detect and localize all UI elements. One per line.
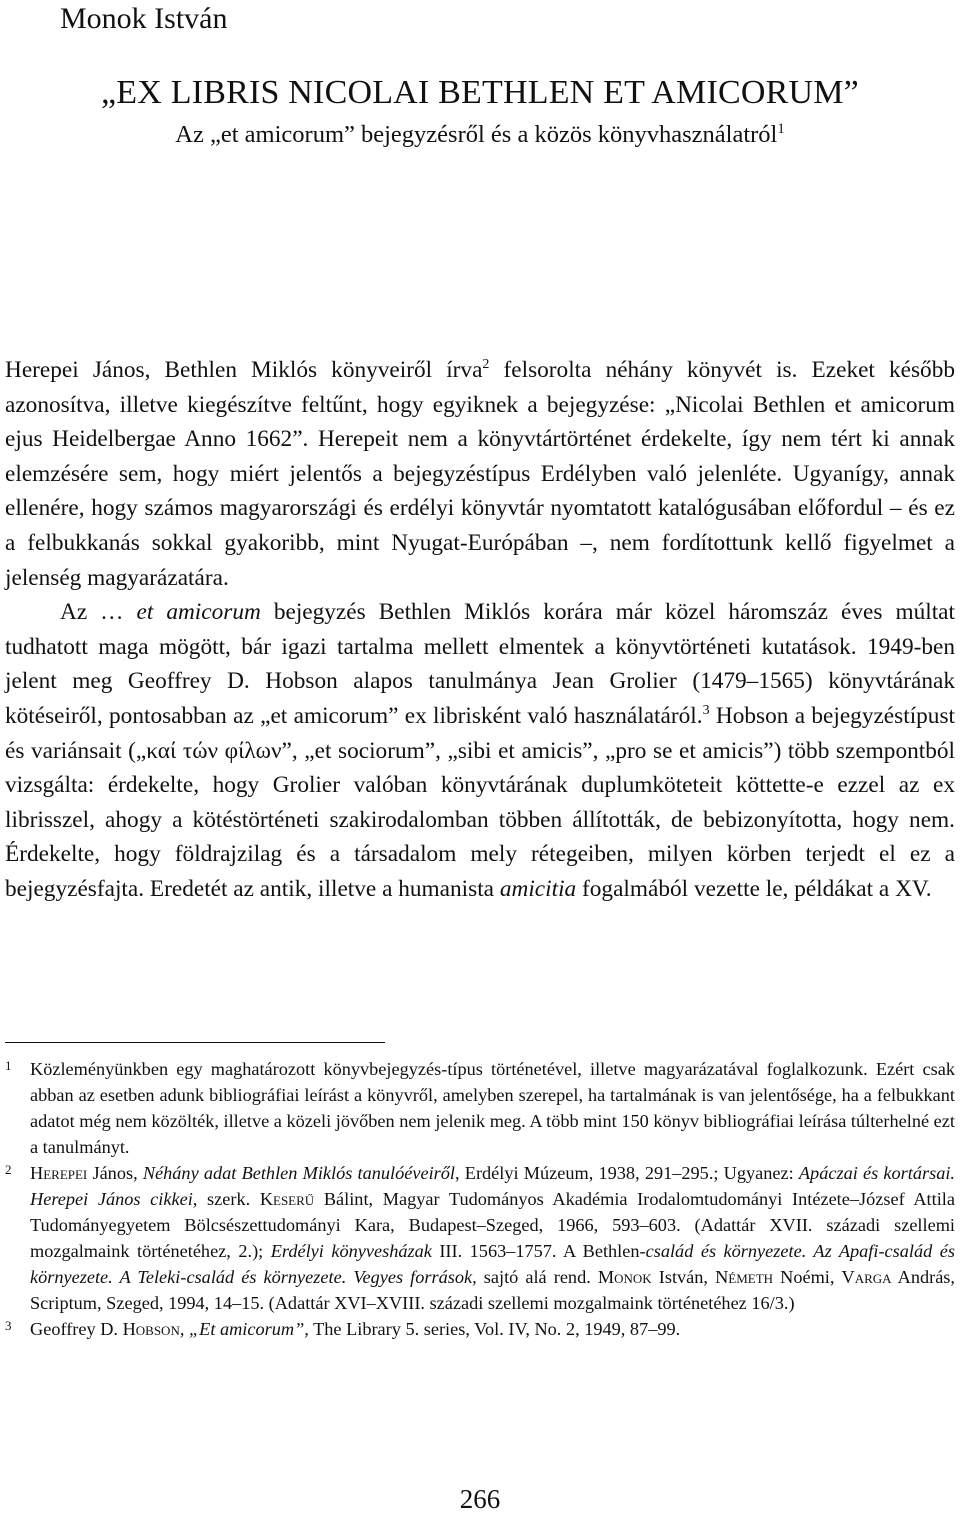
- footnote-separator: [5, 1042, 385, 1043]
- fn2-text-14: István,: [651, 1267, 716, 1287]
- footnote-1-number: 1: [5, 1058, 12, 1073]
- footnote-2-number: 2: [5, 1162, 12, 1177]
- footnote-ref-3: 3: [702, 703, 710, 719]
- paragraph-1-text-a: Herepei János, Bethlen Miklós könyveiről írva: [5, 357, 483, 383]
- fn3-text-1: Geoffrey D.: [30, 1319, 123, 1339]
- footnote-ref-2: 2: [482, 357, 490, 373]
- paragraph-1-text-b: felsorolta néhány könyvét is. Ezeket később azonosítva, illetve kiegészítve feltűnt, hogy egyiknek a bejegyzése: „Nicolai Bethlen et amicorum ejus Heidelbergae Anno 1662”. Herepeit nem a könyvtártörténet érdekelte, így nem tért ki annak elemzésére sem, hogy miért jelentős a bejegyzéstípus Erdélyben való jelenléte. Ugyanígy, annak ellenére, hogy számos magyarországi és erdélyi könyvtár nyomtatott katalógusában előfordul – és ez a felbukkanás sokkal gyakoribb, mint Nyugat-Európában –, nem fordítottunk kellő figyelmet a jelenség magyarázatára.: [5, 357, 955, 591]
- fn2-author-keseru: Keserű: [259, 1189, 315, 1209]
- fn2-title-1: Néhány adat Bethlen Miklós tanulóéveiről: [142, 1163, 456, 1183]
- fn2-title-4: család és környezete. Az Apafi-család és környezete. A Teleki-család és környezete. Vegyes források,: [30, 1241, 956, 1287]
- page-number: 266: [459, 1484, 501, 1514]
- footnotes: [5, 1056, 955, 1342]
- fn2-author-nemeth: Németh: [715, 1267, 774, 1287]
- paragraph-2-text-b: bejegyzés Bethlen Miklós korára már közel háromszáz éves múltat tudhatott maga mögött, bár igazi tartalma mellett elmentek a könyvtörténeti kutatások. 1949-ben jelent meg Geoffrey D. Hobson alapos tanulmánya Jean Grolier (1479–1565) könyvtárának kötéseiről, pontosabban az „et amicorum” ex librisként való használatáról.: [5, 599, 955, 729]
- paragraph-2-text-d: fogalmából vezette le, példákat a XV.: [576, 875, 932, 902]
- fn3-text-3: ,: [179, 1319, 189, 1339]
- fn2-text-4: , Erdélyi Múzeum, 1938, 291–295.; Ugyanez:: [455, 1163, 799, 1183]
- footnote-1-text: Közleményünkben egy maghatározott könyvbejegyzés-típus történetével, illetve magyarázatával foglalkozunk. Ezért csak abban az esetben adunk bibliográfiai leírást a könyvről, amelyben szerepel, ha tartalmának is van jelentősége, ha a felbukkant adatot még nem közölték, illetve a közeli jövőben nem jelenik meg. A több mint 150 könyv bibliográfiai leírása túlterhelné ezt a tanulmányt.: [30, 1059, 955, 1157]
- paragraph-2: [5, 595, 955, 906]
- article-title: „EX LIBRIS NICOLAI BETHLEN ET AMICORUM”: [101, 74, 859, 111]
- article-subtitle: [0, 121, 960, 149]
- author-name: Monok István: [60, 2, 228, 35]
- fn2-text-2: János,: [87, 1163, 143, 1183]
- subtitle-text: Az „et amicorum” bejegyzésről és a közös könyvhasználatról: [175, 121, 778, 148]
- fn2-text-10: III. 1563–1757. A Bethlen-: [431, 1241, 646, 1261]
- body-text: [5, 353, 955, 907]
- fn2-title-2: Apáczai és kortársai. Herepei János cikkei,: [30, 1163, 955, 1209]
- footnote-3-number: 3: [5, 1318, 12, 1333]
- fn2-text-16: Noémi,: [773, 1267, 842, 1287]
- footnote-1: [5, 1056, 955, 1160]
- fn2-text-8: Bálint, Magyar Tudományos Akadémia Irodalomtudományi Intézete–József Attila Tudományegyetem Bölcsészettudományi Kara, Budapest–Szeged, 1966, 593–603. (Adattár XVII. századi szellemi mozgalmaink történetéhez, 2.);: [30, 1189, 955, 1261]
- fn2-author-herepei: Herepei: [30, 1163, 88, 1183]
- fn2-text-6: szerk.: [197, 1189, 260, 1209]
- footnote-3: [5, 1316, 955, 1342]
- paragraph-2-text-a: Az …: [60, 599, 137, 626]
- fn2-author-varga: Varga: [841, 1267, 892, 1287]
- fn2-text-12: sajtó alá rend.: [476, 1267, 598, 1287]
- paragraph-1: [5, 353, 955, 595]
- fn2-author-monok: Monok: [597, 1267, 652, 1287]
- paragraph-2-text-c: Hobson a bejegyzéstípust és variánsait („καί τών φίλων”, „et sociorum”, „sibi et amicis”, „pro se et amicis”) több szempontból vizsgálta: érdekelte, hogy Grolier valóban könyvtárának duplumköteteit köttette-e ezzel az ex librisszel, ahogy a kötéstörténeti szakirodalomban többen állították, de bebizonyította, hogy nem. Érdekelte, hogy földrajzilag és a társadalom mely rétegeiben, milyen körben terjedt el ez a bejegyzésfajta. Eredetét az antik, illetve a humanista: [5, 702, 955, 902]
- fn3-text-5: The Library 5. series, Vol. IV, No. 2, 1949, 87–99.: [308, 1319, 681, 1339]
- paragraph-2-italic-a: et amicorum: [136, 599, 261, 626]
- fn2-text-18: András, Scriptum, Szeged, 1994, 14–15. (Adattár XVI–XVIII. századi szellemi mozgalmaink történetéhez 16/3.): [30, 1267, 955, 1313]
- fn2-title-3: Erdélyi könyvesházak: [270, 1241, 432, 1261]
- fn3-author-hobson: Hobson: [122, 1319, 180, 1339]
- footnote-ref-1: 1: [777, 120, 785, 137]
- fn3-title: „Et amicorum”,: [188, 1319, 309, 1339]
- footnote-2: [5, 1160, 955, 1316]
- paragraph-2-italic-c: amicitia: [499, 875, 577, 902]
